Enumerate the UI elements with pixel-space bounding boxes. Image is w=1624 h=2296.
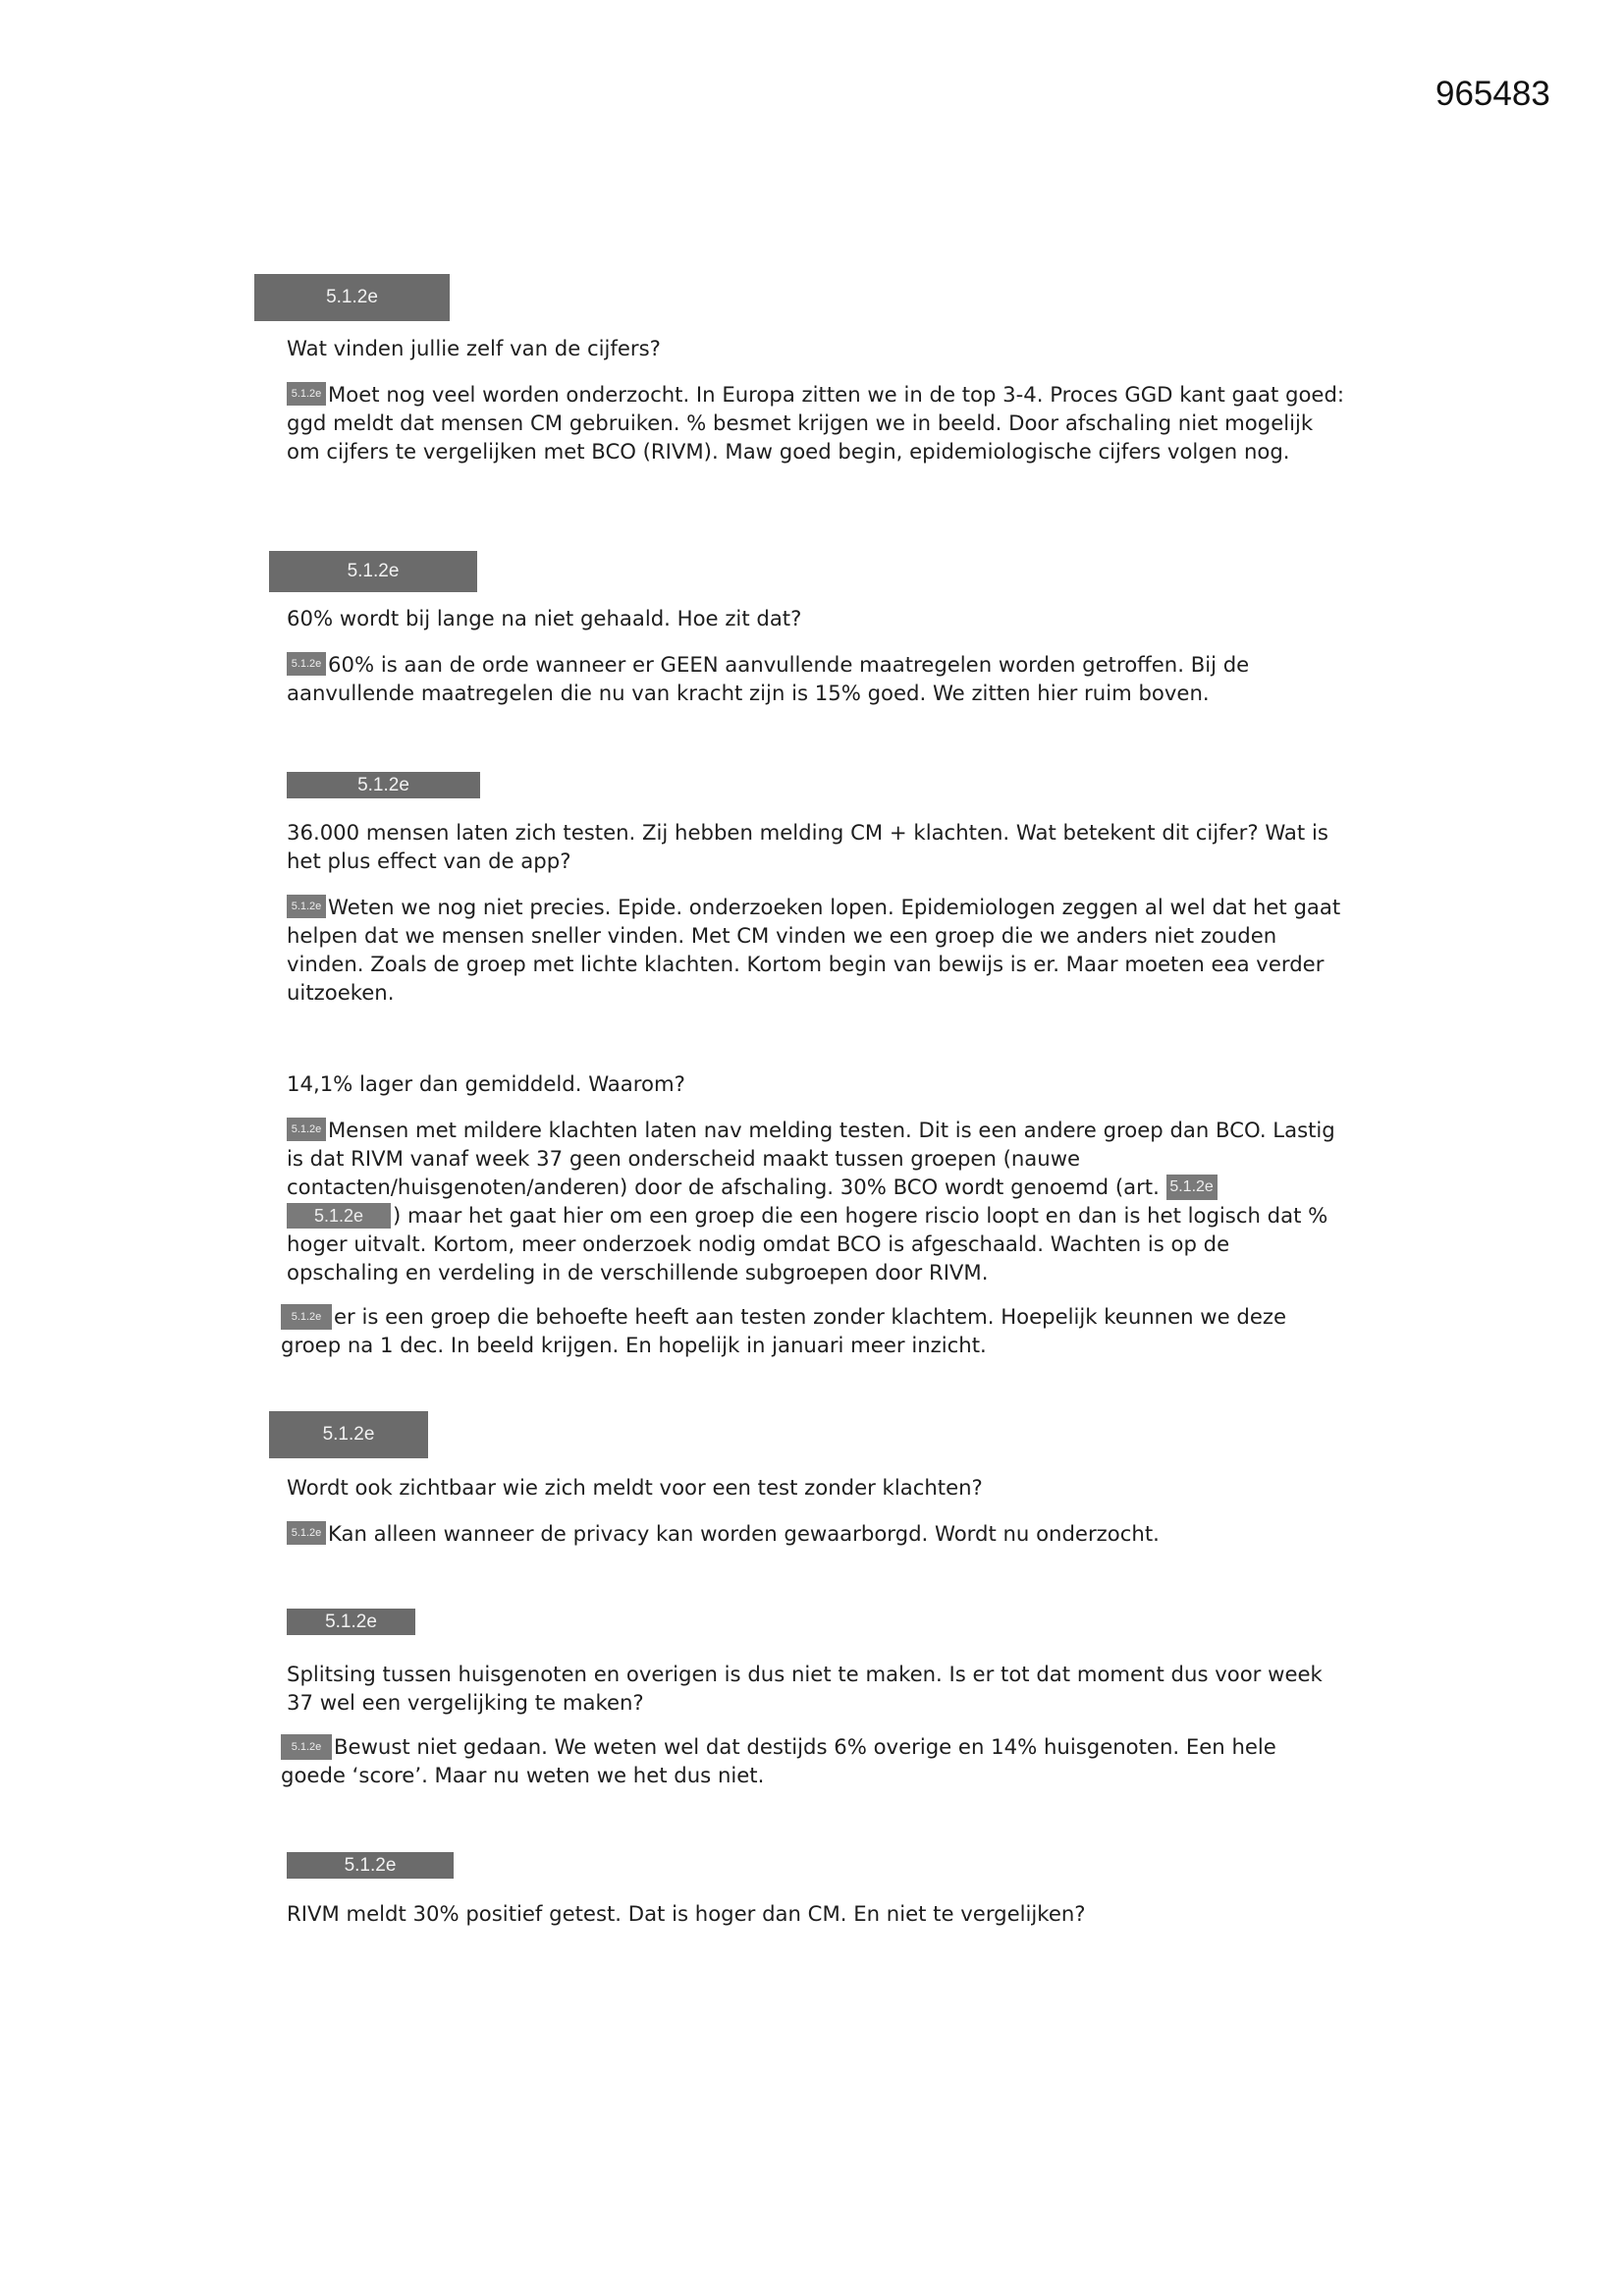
redaction-inline: 5.1.2e (281, 1304, 332, 1330)
redaction-inline: 5.1.2e (287, 1203, 391, 1229)
redaction-inline: 5.1.2e (281, 1734, 332, 1760)
question-text: Splitsing tussen huisgenoten en overigen is dus niet te maken. Is er tot dat moment dus voor week 37 wel een vergelijking te maken? (287, 1662, 1323, 1715)
redaction-block: 5.1.2e (269, 551, 477, 592)
redaction-block: 5.1.2e (269, 1411, 428, 1458)
answer-text: 5.1.2e er is een groep die behoefte heeft aan testen zonder klachtem. Hoepelijk keunnen we deze groep na 1 dec. In beeld krijgen. En hopelijk in januari meer inzicht. (281, 1304, 1287, 1357)
redaction-inline: 5.1.2e (287, 1521, 326, 1545)
document-number: 965483 (1435, 75, 1550, 113)
question-text: 14,1% lager dan gemiddeld. Waarom? (287, 1071, 685, 1096)
redaction-inline: 5.1.2e (287, 382, 326, 406)
question-text: 36.000 mensen laten zich testen. Zij hebben melding CM + klachten. Wat betekent dit cijfer? Wat is het plus effect van de app? (287, 820, 1328, 873)
answer-text: 5.1.2e Weten we nog niet precies. Epide. onderzoeken lopen. Epidemiologen zeggen al wel dat het gaat helpen dat we mensen sneller vinden. Met CM vinden we een groep die we anders niet zouden vinden. Zoals de groep met lichte klachten. Kortom begin van bewijs is er. Maar moeten eea verder uitzoeken. (287, 895, 1341, 1005)
question-text: Wat vinden jullie zelf van de cijfers? (287, 336, 661, 360)
redaction-inline: 5.1.2e (287, 652, 326, 676)
question-text: Wordt ook zichtbaar wie zich meldt voor een test zonder klachten? (287, 1475, 983, 1500)
answer-text: 5.1.2e Moet nog veel worden onderzocht. In Europa zitten we in de top 3-4. Proces GGD kant gaat goed: ggd meldt dat mensen CM gebruiken. % besmet krijgen we in beeld. Door afschaling niet mogelijk om cijfers te vergelijken met BCO (RIVM). Maw goed begin, epidemiologische cijfers volgen nog. (287, 382, 1345, 464)
redaction-block: 5.1.2e (287, 1852, 454, 1879)
redaction-inline: 5.1.2e (287, 1118, 326, 1141)
redaction-inline: 5.1.2e (1166, 1175, 1218, 1200)
redaction-block: 5.1.2e (287, 1609, 415, 1635)
answer-text: 5.1.2e Kan alleen wanneer de privacy kan worden gewaarborgd. Wordt nu onderzocht. (287, 1519, 1347, 1548)
answer-text: 5.1.2e Mensen met mildere klachten laten nav melding testen. Dit is een andere groep dan BCO. Lastig is dat RIVM vanaf week 37 geen onderscheid maakt tussen groepen (nauwe contacten/huisgenoten/anderen) door de afschaling. 30% BCO wordt genoemd (art. 5.1.2e 5.1.2e ) maar het gaat hier om een groep die een hogere riscio loopt en dan is het logisch dat % hoger uitvalt. Kortom, meer onderzoek nodig omdat BCO is afgeschaald. Wachten is op de opschaling en verdeling in de verschillende subgroepen door RIVM. (287, 1118, 1335, 1285)
redaction-inline: 5.1.2e (287, 895, 326, 918)
redaction-block: 5.1.2e (254, 274, 450, 321)
question-text: 60% wordt bij lange na niet gehaald. Hoe zit dat? (287, 606, 802, 630)
redaction-block: 5.1.2e (287, 772, 480, 798)
answer-text: 5.1.2e 60% is aan de orde wanneer er GEEN aanvullende maatregelen worden getroffen. Bij de aanvullende maatregelen die nu van kracht zijn is 15% goed. We zitten hier ruim boven. (287, 652, 1250, 705)
answer-text: 5.1.2e Bewust niet gedaan. We weten wel dat destijds 6% overige en 14% huisgenoten. Een hele goede ‘score’. Maar nu weten we het dus niet. (281, 1734, 1276, 1787)
question-text: RIVM meldt 30% positief getest. Dat is hoger dan CM. En niet te vergelijken? (287, 1901, 1086, 1926)
